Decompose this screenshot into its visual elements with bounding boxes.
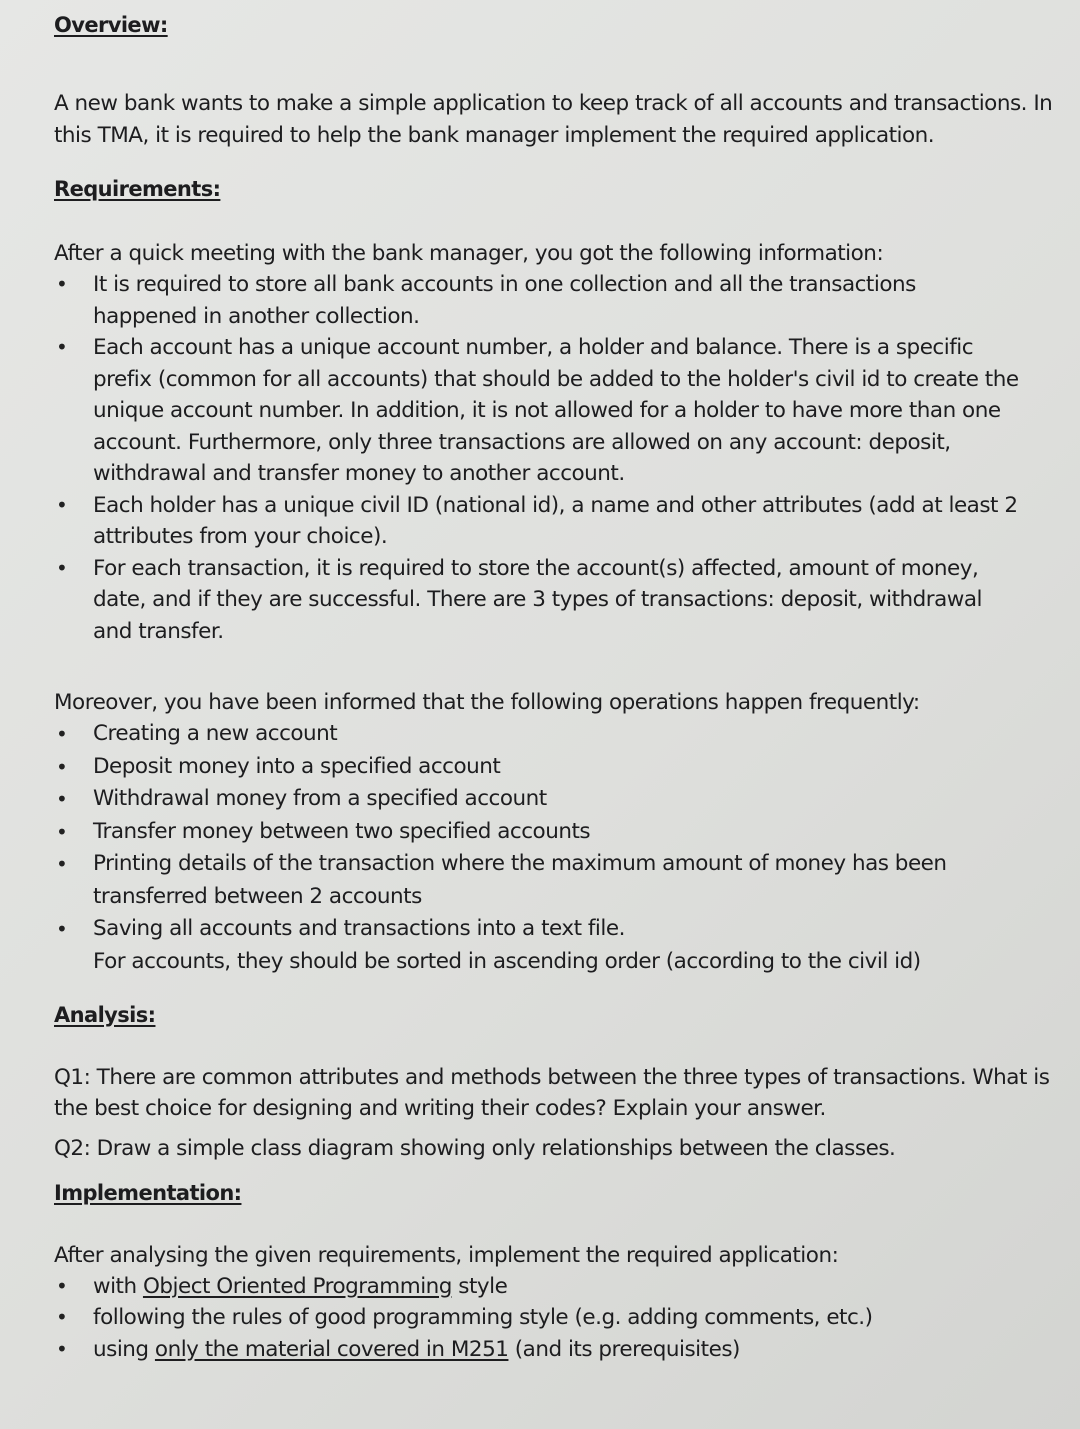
operation-item: • Withdrawal money from a specified account xyxy=(54,783,964,816)
implementation-item xyxy=(54,1334,1064,1366)
m251-link-text: only the material covered in M251 xyxy=(154,1336,509,1362)
operations-list xyxy=(54,718,964,946)
requirement-item: • Each holder has a unique civil ID (national id), a name and other attributes (add at least 2 attributes from your choice). xyxy=(54,490,1019,553)
implementation-item-1-suffix: style xyxy=(451,1273,508,1299)
operation-item: • Saving all accounts and transactions into a text file. xyxy=(54,913,964,946)
overview-heading: Overview: xyxy=(54,13,168,37)
implementation-item xyxy=(54,1271,1064,1303)
overview-text: A new bank wants to make a simple application to keep track of all accounts and transactions. In this TMA, it is required to help the bank manager implement the required application. xyxy=(54,91,1053,148)
analysis-q2: Q2: Draw a simple class diagram showing only relationships between the classes. xyxy=(54,1135,896,1161)
oop-link-text: Object Oriented Programming xyxy=(142,1273,452,1299)
operation-item: • Printing details of the transaction where the maximum amount of money has been transferred between 2 accounts xyxy=(54,848,964,913)
analysis-heading: Analysis: xyxy=(54,1002,156,1027)
implementation-list xyxy=(54,1271,1064,1366)
operation-item: • Creating a new account xyxy=(54,718,964,751)
operation-item: • Transfer money between two specified accounts xyxy=(54,816,964,849)
implementation-item-3-suffix: (and its prerequisites) xyxy=(508,1336,740,1362)
requirement-item: • For each transaction, it is required to store the account(s) affected, amount of money, date, and if they are successful. There are 3 types of transactions: deposit, withdrawal and transfer. xyxy=(54,553,1019,648)
requirement-item: • Each account has a unique account number, a holder and balance. There is a specific prefix (common for all accounts) that should be added to the holder's civil id to create the unique account number. In addition, it is not allowed for a holder to have more than one account. Furthermore, only three transactions are allowed on any account: deposit, withdrawal and transfer money to another account. xyxy=(54,332,1019,490)
operations-intro: Moreover, you have been informed that the following operations happen frequently: xyxy=(54,690,920,715)
operation-item: • Deposit money into a specified account xyxy=(54,751,964,784)
implementation-heading: Implementation: xyxy=(54,1180,242,1205)
document xyxy=(54,10,1064,1365)
implementation-item-3-prefix: using xyxy=(93,1336,155,1362)
implementation-intro: After analysing the given requirements, implement the required application: xyxy=(54,1242,839,1268)
requirements-intro: After a quick meeting with the bank manager, you got the following information: xyxy=(54,241,884,266)
implementation-item: • following the rules of good programming style (e.g. adding comments, etc.) xyxy=(54,1302,1064,1334)
analysis-q1: Q1: There are common attributes and methods between the three types of transactions. What is the best choice for designing and writing their codes? Explain your answer. xyxy=(54,1064,1050,1121)
operations-note: For accounts, they should be sorted in ascending order (according to the civil id) xyxy=(93,948,921,974)
requirements-heading: Requirements: xyxy=(54,177,221,201)
implementation-item-1-prefix: with xyxy=(93,1273,143,1299)
requirement-item: • It is required to store all bank accounts in one collection and all the transactions happened in another collection. xyxy=(54,269,1019,332)
requirements-list xyxy=(54,269,1019,647)
